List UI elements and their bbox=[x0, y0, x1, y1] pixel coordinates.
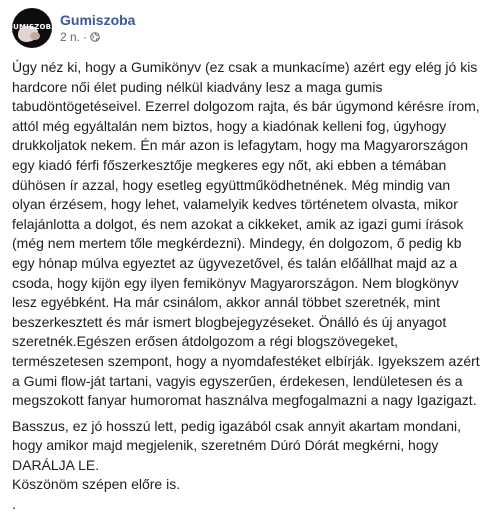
post-text-line: Basszus, ez jó hosszú lett, pedig igazából csak annyit akartam mondani, bbox=[12, 417, 462, 434]
post-text-line: dühösen ír azzal, hogy esetleg együttműködhetnének. Még mindig van bbox=[12, 176, 451, 193]
post-text-line: hardcore női élet puding nélkül kiadvány lesz a maga gumis bbox=[12, 78, 383, 95]
post-meta bbox=[60, 29, 135, 45]
post-paragraph bbox=[12, 58, 488, 411]
post-text-line: drukkoljatok nekem. Én már azon is lefagytam, hogy ma Magyarországon bbox=[12, 137, 468, 154]
header-text bbox=[60, 11, 135, 45]
post-text-line: megszokott fanyar humoromat használva megfogalmazni a nagy Igazigazt. bbox=[12, 392, 477, 409]
post-text-line: felajánlotta a dolgot, és nem azokat a cikkeket, amik az igazi gumi írások bbox=[12, 215, 464, 232]
author-name[interactable]: Gumiszoba bbox=[60, 12, 136, 28]
avatar[interactable] bbox=[7, 8, 57, 48]
meta-separator: · bbox=[83, 30, 88, 44]
post-text-line: lesz egyébként. Ha már csinálom, akkor annál többet szeretnék, mint bbox=[12, 294, 440, 311]
post-text-line: természetesen szempont, hogy a nyomdafestéket elbírják. Igyekszem azért bbox=[12, 352, 480, 369]
post-header bbox=[7, 8, 136, 48]
post-text-line: DARÁLJA LE. bbox=[12, 456, 100, 473]
post-text-line: (még nem mertem tőle megkérdezni). Mindegy, én dolgozom, ő pedig kb bbox=[12, 235, 462, 252]
post-text-line: egy hónap múlva egyeztet az ügyvezetővel, és talán előállhat majd az a bbox=[12, 254, 458, 271]
post-text-line: . bbox=[12, 496, 16, 513]
post-text-line: olyan érzésem, hogy lehet, valamelyik kedves történetem olvasta, mikor bbox=[12, 196, 458, 213]
post-text-line: Köszönöm szépen előre is. bbox=[12, 476, 181, 493]
avatar-splash-small bbox=[30, 32, 40, 40]
post-text-line: attól még egyáltalán nem biztos, hogy a kiadónak kelleni fog, úgyhogy bbox=[12, 117, 447, 134]
post-body bbox=[12, 58, 488, 521]
post-text-line: egy kiadó férfi főszerkesztője megkeres egy nőt, aki ebben a témában bbox=[12, 156, 447, 173]
post-text-line: csoda, hogy kijön egy ilyen femikönyv Magyarországon. Nem blogkönyv bbox=[12, 274, 459, 291]
post-text-line: a Gumi flow-ját tartani, vagyis egyszerűen, érdekesen, lendületesen és a bbox=[12, 372, 463, 389]
post-text-line: szeretnék.Egészen erősen átdolgozom a régi blogszövegeket, bbox=[12, 333, 399, 350]
avatar-logo-text: GUMISZOBA bbox=[7, 23, 57, 31]
post-paragraph bbox=[12, 417, 488, 515]
post-text-line: tabudöntögetéseivel. Ezerrel dolgozom rajta, és bár úgymond kérésre írom, bbox=[12, 98, 480, 115]
post-text-line: hogy amikor majd megjelenik, szeretném Dúró Dórát megkérni, hogy bbox=[12, 437, 439, 454]
globe-icon bbox=[90, 32, 100, 42]
post-text-line: beszerkesztett és már ismert blogbejegyzéseket. Önálló és új anyagot bbox=[12, 313, 447, 330]
post-text-line: Úgy néz ki, hogy a Gumikönyv (ez csak a munkacíme) azért egy elég jó kis bbox=[12, 59, 478, 75]
post-timestamp[interactable]: 2 n. bbox=[60, 30, 81, 44]
